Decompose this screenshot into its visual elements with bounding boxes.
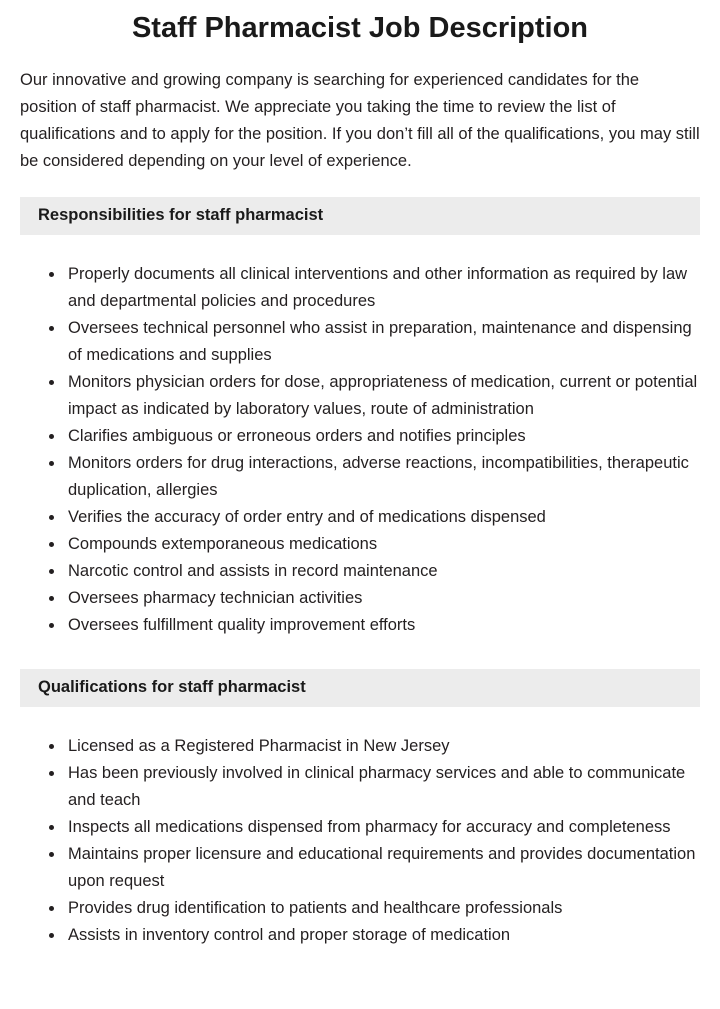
list-item: Monitors physician orders for dose, appropriateness of medication, current or potential impact as indicated by laboratory values, route of administration: [66, 369, 700, 423]
section-heading-text: Qualifications for staff pharmacist: [38, 678, 306, 696]
page-title: Staff Pharmacist Job Description: [131, 12, 589, 44]
list-item: Clarifies ambiguous or erroneous orders and notifies principles: [66, 423, 700, 450]
list-item: Oversees technical personnel who assist in preparation, maintenance and dispensing of medications and supplies: [66, 315, 700, 369]
section-heading-text: Responsibilities for staff pharmacist: [38, 206, 324, 224]
list-item: Monitors orders for drug interactions, adverse reactions, incompatibilities, therapeutic duplication, allergies: [66, 450, 700, 504]
intro-paragraph: Our innovative and growing company is searching for experienced candidates for the position of staff pharmacist. We appreciate you taking the time to review the list of qualifications and to apply for the position. If you don’t fill all of the qualifications, you may still be considered depending on your level of experience.: [20, 71, 700, 170]
list-item: Compounds extemporaneous medications: [66, 531, 700, 558]
list-item: Properly documents all clinical interventions and other information as required by law and departmental policies and procedures: [66, 261, 700, 315]
list-item: Provides drug identification to patients and healthcare professionals: [66, 895, 700, 922]
list-item: Narcotic control and assists in record maintenance: [66, 558, 700, 585]
list-item: Oversees pharmacy technician activities: [66, 585, 700, 612]
section-header-responsibilities: [20, 197, 700, 235]
list-item: Inspects all medications dispensed from pharmacy for accuracy and completeness: [66, 814, 700, 841]
list-item: Has been previously involved in clinical pharmacy services and able to communicate and teach: [66, 760, 700, 814]
list-item: Licensed as a Registered Pharmacist in New Jersey: [66, 733, 700, 760]
responsibilities-list: [20, 261, 700, 639]
list-item: Assists in inventory control and proper storage of medication: [66, 922, 700, 949]
list-item: Verifies the accuracy of order entry and of medications dispensed: [66, 504, 700, 531]
list-item: Oversees fulfillment quality improvement efforts: [66, 612, 700, 639]
qualifications-list: [20, 733, 700, 949]
list-item: Maintains proper licensure and educational requirements and provides documentation upon request: [66, 841, 700, 895]
section-header-qualifications: [20, 669, 700, 707]
